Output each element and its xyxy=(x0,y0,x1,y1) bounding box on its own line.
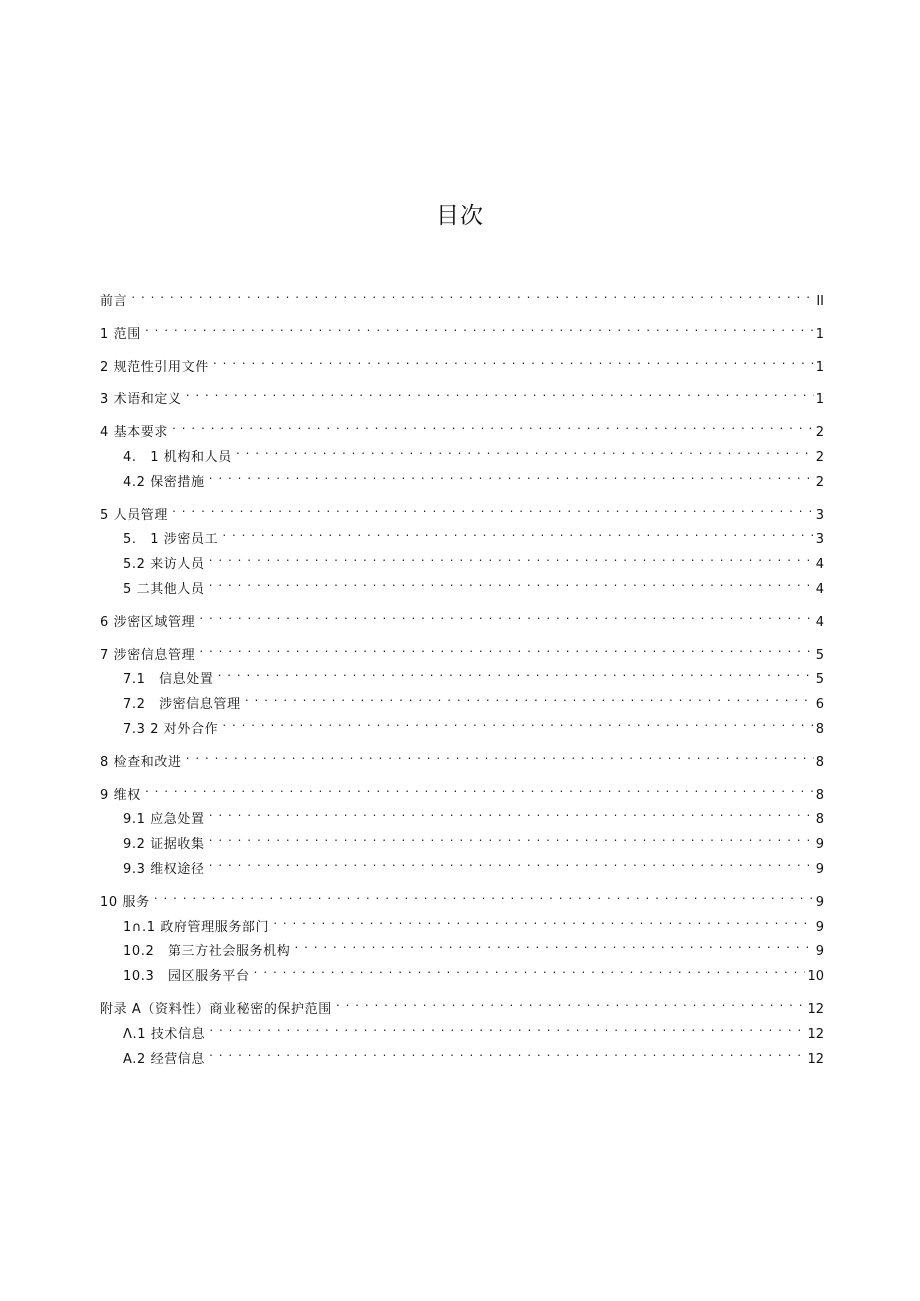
toc-subentry[interactable] xyxy=(123,937,824,959)
toc-entry-page-number: 8 xyxy=(815,788,824,803)
toc-subentry[interactable] xyxy=(123,913,824,935)
toc-entry-page-number: 4 xyxy=(815,557,824,572)
toc-entry-page-number: 1 xyxy=(815,392,824,407)
toc-subentry[interactable] xyxy=(123,855,824,877)
toc-leader-dots xyxy=(185,748,814,766)
toc-leader-dots xyxy=(272,913,814,931)
toc-entry[interactable] xyxy=(100,641,824,663)
toc-leader-dots xyxy=(171,501,814,519)
toc-entry-label: 6 涉密区域管理 xyxy=(100,615,196,630)
toc-leader-dots xyxy=(198,641,814,659)
toc-entry-label: 7.2 涉密信息管理 xyxy=(123,697,241,712)
toc-entry-label: 附录 A（资料性）商业秘密的保护范围 xyxy=(100,1002,332,1017)
toc-subentry[interactable] xyxy=(123,805,824,827)
toc-entry[interactable] xyxy=(100,418,824,440)
toc-entry-label: 9.2 证据收集 xyxy=(123,837,205,852)
toc-entry-label: A.2 经营信息 xyxy=(123,1052,206,1067)
toc-leader-dots xyxy=(208,1045,805,1063)
toc-entry-label: 4.2 保密措施 xyxy=(123,475,205,490)
toc-leader-dots xyxy=(335,995,806,1013)
toc-entry-label: 8 检查和改进 xyxy=(100,755,182,770)
toc-subentry[interactable] xyxy=(123,1045,824,1067)
toc-leader-dots xyxy=(208,1020,805,1038)
toc-subentry[interactable] xyxy=(123,690,824,712)
toc-entry[interactable] xyxy=(100,385,824,407)
toc-subentry[interactable] xyxy=(123,550,824,572)
toc-entry-label: 10 服务 xyxy=(100,895,150,910)
toc-entry-label: 10.2 第三方社会服务机构 xyxy=(123,944,291,959)
toc-leader-dots xyxy=(208,855,814,873)
page-title: 目次 xyxy=(436,203,484,229)
toc-leader-dots xyxy=(208,575,814,593)
toc-leader-dots xyxy=(198,608,814,626)
toc-entry-label: 1∩.1 政府管理服务部门 xyxy=(123,920,270,935)
toc-entry-label: 7 涉密信息管理 xyxy=(100,648,196,663)
toc-entry[interactable] xyxy=(100,353,824,375)
toc-leader-dots xyxy=(171,418,814,436)
toc-subentry[interactable] xyxy=(123,715,824,737)
toc-entry-page-number: 8 xyxy=(815,755,824,770)
toc-leader-dots xyxy=(130,287,814,305)
toc-entry-label: 4. 1 机构和人员 xyxy=(123,450,232,465)
toc-entry-label: 前言 xyxy=(100,294,128,309)
toc-leader-dots xyxy=(221,525,814,543)
toc-entry-page-number: II xyxy=(816,294,824,309)
toc-entry-page-number: 4 xyxy=(815,615,824,630)
toc-entry-page-number: 2 xyxy=(815,425,824,440)
toc-entry-page-number: 8 xyxy=(815,722,824,737)
toc-entry-page-number: 12 xyxy=(807,1052,824,1067)
toc-leader-dots xyxy=(253,962,806,980)
toc-entry-page-number: 9 xyxy=(815,920,824,935)
toc-leader-dots xyxy=(244,690,814,708)
toc-entry-page-number: 1 xyxy=(815,360,824,375)
toc-entry-page-number: 9 xyxy=(815,862,824,877)
toc-leader-dots xyxy=(144,781,814,799)
toc-entry[interactable] xyxy=(100,608,824,630)
toc-subentry[interactable] xyxy=(123,830,824,852)
toc-leader-dots xyxy=(144,320,814,338)
toc-leader-dots xyxy=(208,830,814,848)
toc-entry-label: 9.3 维权途径 xyxy=(123,862,205,877)
toc-entry-label: 10.3 园区服务平台 xyxy=(123,969,250,984)
toc-entry-page-number: 9 xyxy=(815,944,824,959)
toc-entry-page-number: 3 xyxy=(815,508,824,523)
toc-entry-page-number: 12 xyxy=(807,1002,824,1017)
toc-leader-dots xyxy=(221,715,814,733)
toc-entry-label: 7.1 信息处置 xyxy=(123,672,214,687)
toc-entry[interactable] xyxy=(100,748,824,770)
toc-entry[interactable] xyxy=(100,888,824,910)
toc-entry[interactable] xyxy=(100,995,824,1017)
toc-entry-label: 4 基本要求 xyxy=(100,425,169,440)
toc-entry[interactable] xyxy=(100,781,824,803)
toc-leader-dots xyxy=(235,443,814,461)
toc-entry-page-number: 3 xyxy=(815,532,824,547)
toc-entry-label: 2 规范性引用文件 xyxy=(100,360,209,375)
toc-leader-dots xyxy=(185,385,814,403)
toc-entry-label: Λ.1 技术信息 xyxy=(123,1027,206,1042)
toc-entry-page-number: 1 xyxy=(815,327,824,342)
toc-entry-page-number: 4 xyxy=(815,582,824,597)
toc-leader-dots xyxy=(216,665,813,683)
toc-entry-label: 5.2 来访人员 xyxy=(123,557,205,572)
toc-entry-page-number: 9 xyxy=(815,837,824,852)
toc-subentry[interactable] xyxy=(123,443,824,465)
toc-subentry[interactable] xyxy=(123,962,824,984)
toc-entry-page-number: 5 xyxy=(815,672,824,687)
toc-subentry[interactable] xyxy=(123,1020,824,1042)
toc-subentry[interactable] xyxy=(123,468,824,490)
toc-entry-label: 9.1 应急处置 xyxy=(123,812,205,827)
toc-leader-dots xyxy=(208,468,814,486)
toc-entry-label: 1 范围 xyxy=(100,327,141,342)
toc-subentry[interactable] xyxy=(123,575,824,597)
toc-leader-dots xyxy=(293,937,813,955)
toc-entry-label: 5. 1 涉密员工 xyxy=(123,532,219,547)
toc-entry-page-number: 12 xyxy=(807,1027,824,1042)
toc-leader-dots xyxy=(208,805,814,823)
toc-entry-label: 5 人员管理 xyxy=(100,508,169,523)
toc-entry-page-number: 8 xyxy=(815,812,824,827)
toc-entry[interactable] xyxy=(100,287,824,309)
toc-entry-page-number: 9 xyxy=(815,895,824,910)
toc-subentry[interactable] xyxy=(123,525,824,547)
toc-entry-page-number: 6 xyxy=(815,697,824,712)
toc-entry-page-number: 2 xyxy=(815,475,824,490)
toc-entry-label: 9 维权 xyxy=(100,788,141,803)
toc-entry-label: 5 二其他人员 xyxy=(123,582,205,597)
toc-subentry[interactable] xyxy=(123,665,824,687)
toc-entry-page-number: 2 xyxy=(815,450,824,465)
toc-entry-label: 3 术语和定义 xyxy=(100,392,182,407)
toc-entry-page-number: 10 xyxy=(807,969,824,984)
toc-leader-dots xyxy=(153,888,814,906)
toc-entry[interactable] xyxy=(100,320,824,342)
toc-leader-dots xyxy=(208,550,814,568)
toc-entry-label: 7.3 2 对外合作 xyxy=(123,722,219,737)
toc-entry[interactable] xyxy=(100,501,824,523)
toc-entry-page-number: 5 xyxy=(815,648,824,663)
toc-leader-dots xyxy=(212,353,814,371)
